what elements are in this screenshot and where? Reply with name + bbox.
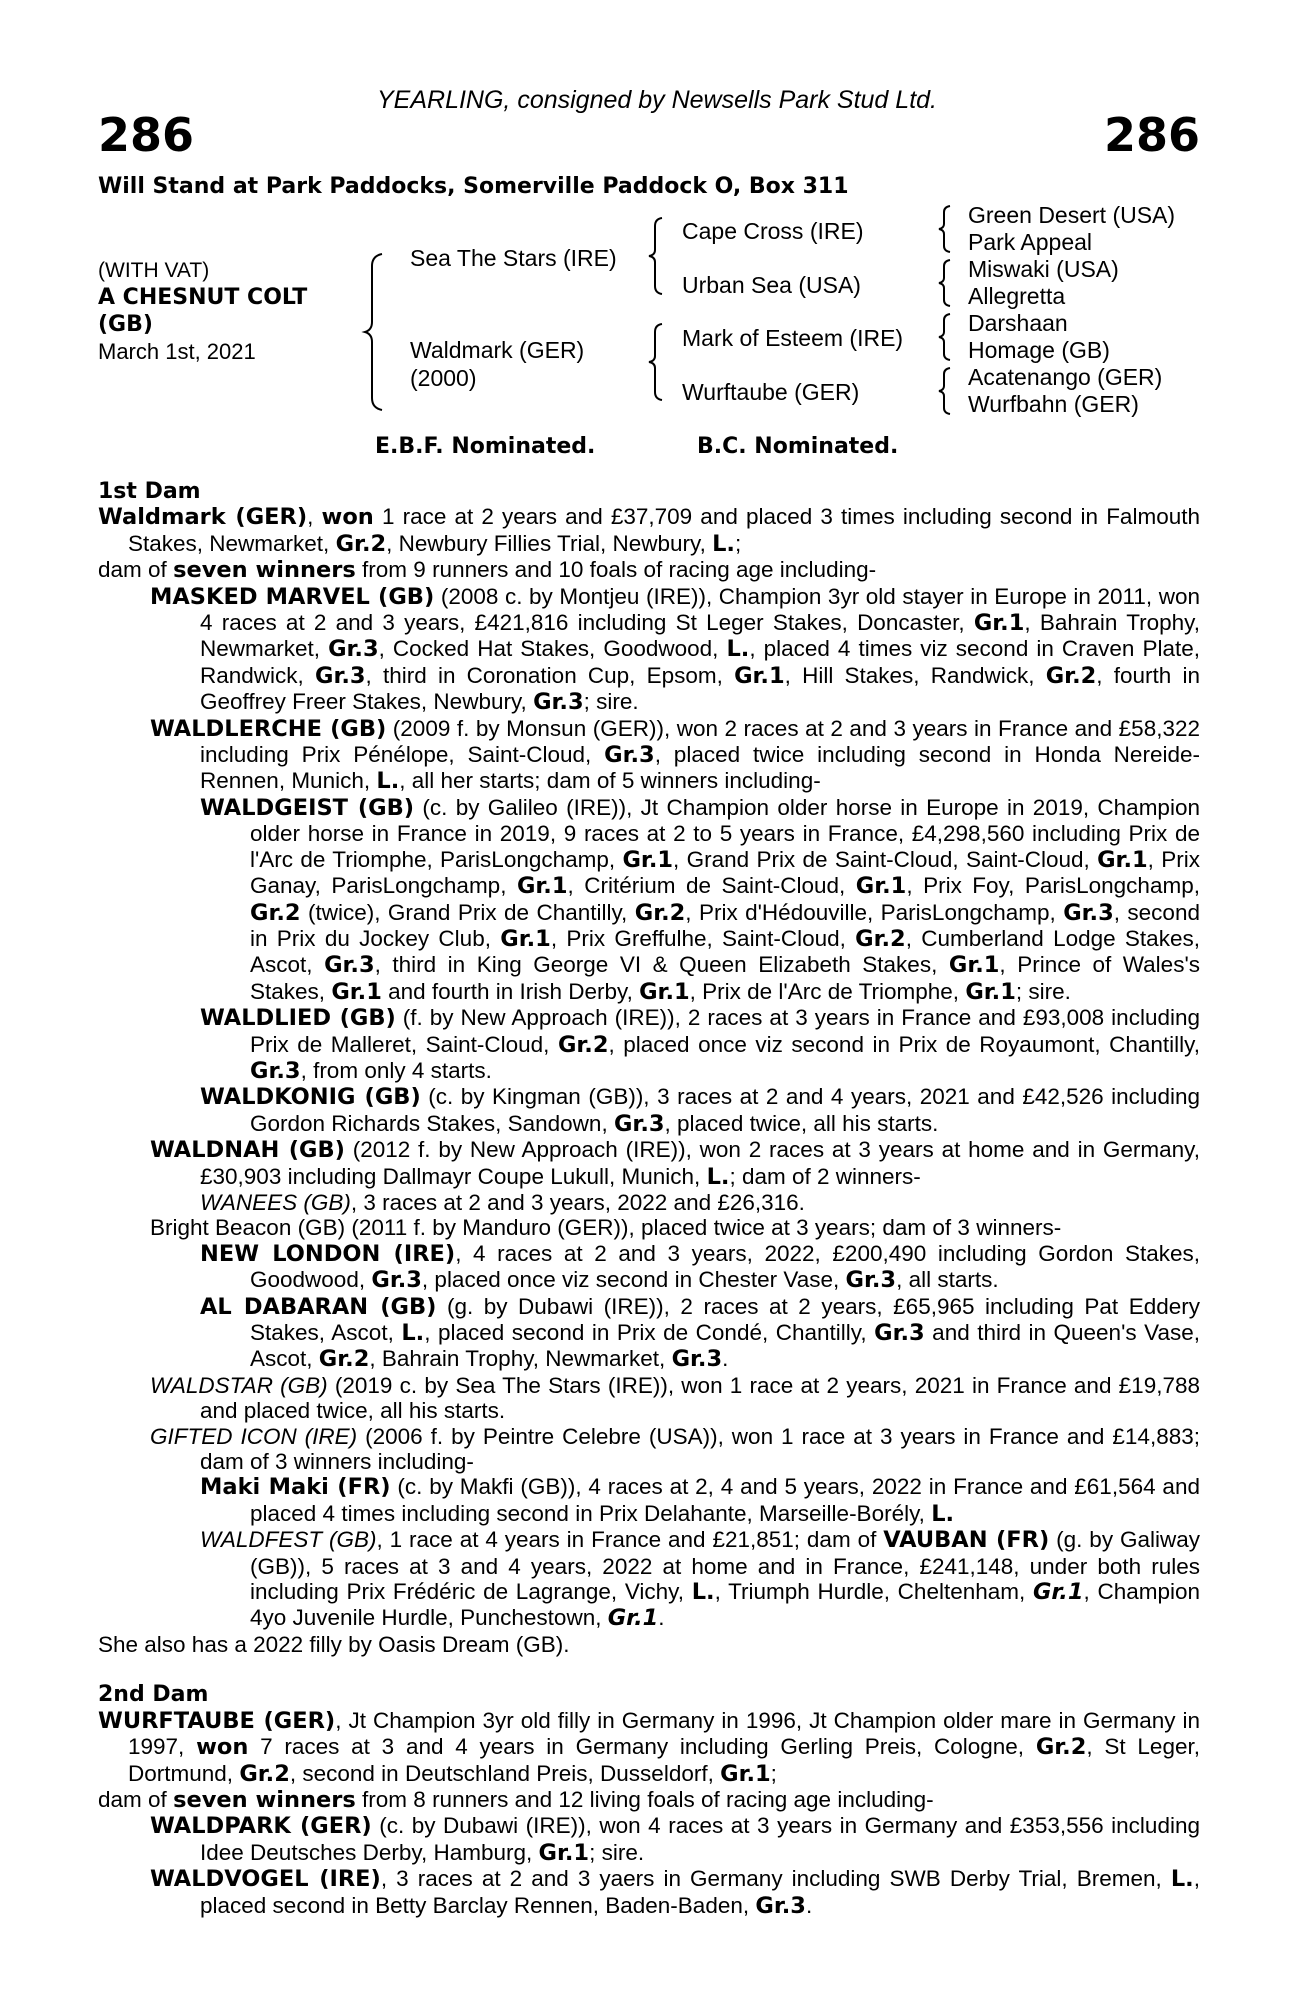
produce-masked-marvel: MASKED MARVEL (GB) (2008 c. by Montjeu (IRE)), Champion 3yr old stayer in Europe in 2011, won 4 races at 2 and 3 years, £421,816 including St Leger Stakes, Doncaster, Gr.1, Bahrain Trophy, Newmarket, Gr.3, Cocked Hat Stakes, Goodwood, L., placed 4 times viz second in Craven Plate, Randwick, Gr.3, third in Coronation Cup, Epsom, Gr.1, Hill Stakes, Randwick, Gr.2, fourth in Geoffrey Freer Stakes, Newbury, Gr.3; sire. bbox=[150, 583, 1200, 716]
bc-nomination: B.C. Nominated. bbox=[697, 434, 899, 459]
g3-name-8: Wurfbahn (GER) bbox=[968, 391, 1139, 417]
horse-title-line1: A CHESNUT COLT bbox=[98, 285, 308, 310]
g3-name-4: Allegretta bbox=[968, 283, 1066, 309]
produce-waldfest: WALDFEST (GB), 1 race at 4 years in France and £21,851; dam of VAUBAN (FR) (g. by Galiway (GB)), 5 races at 3 and 4 years, 2022 at home and in France, £241,148, under both rules including Prix Frédéric de Lagrange, Vichy, L., Triumph Hurdle, Cheltenham, Gr.1, Champion 4yo Juvenile Hurdle, Punchestown, Gr.1. bbox=[200, 1527, 1200, 1632]
vat-note: (WITH VAT) bbox=[98, 259, 210, 282]
produce-new-london: NEW LONDON (IRE), 4 races at 2 and 3 years, 2022, £200,490 including Gordon Stakes, Goodwood, Gr.3, placed once viz second in Chester Vase, Gr.3, all starts. bbox=[200, 1240, 1201, 1294]
produce-waldnah: WALDNAH (GB) (2012 f. by New Approach (IRE)), won 2 races at 3 years at home and in Germany, £30,903 including Dallmayr Coupe Lukull, Munich, L.; dam of 2 winners- bbox=[150, 1137, 1200, 1190]
stabling-line: Will Stand at Park Paddocks, Somerville Paddock O, Box 311 bbox=[98, 174, 849, 199]
horse-title-line2: (GB) bbox=[98, 312, 153, 337]
pedigree-brace-g3-2 bbox=[936, 258, 954, 308]
produce-waldkonig: WALDKONIG (GB) (c. by Kingman (GB)), 3 races at 2 and 4 years, 2021 and £42,526 including Gordon Richards Stakes, Sandown, Gr.3, placed twice, all his starts. bbox=[200, 1084, 1200, 1137]
second-dam-heading: 2nd Dam bbox=[98, 1682, 209, 1708]
horse-description bbox=[98, 257, 307, 365]
produce-waldlied: WALDLIED (GB) (f. by New Approach (IRE)), 2 races at 3 years in France and £93,008 including Prix de Malleret, Saint-Cloud, Gr.2, placed once viz second in Prix de Royaumont, Chantilly, Gr.3, from only 4 starts. bbox=[200, 1005, 1200, 1084]
dam-produce-summary: dam of seven winners from 9 runners and 10 foals of racing age including- bbox=[98, 557, 877, 584]
pedigree-brace-g3-3 bbox=[936, 312, 954, 362]
pedigree-brace-dam bbox=[646, 322, 666, 402]
foaling-date: March 1st, 2021 bbox=[98, 339, 256, 364]
pedigree-brace-g3-1 bbox=[936, 204, 954, 254]
dam-record: Waldmark (GER), won 1 race at 2 years and £37,709 and placed 3 times including second in Falmouth Stakes, Newmarket, Gr.2, Newbury Fillies Trial, Newbury, L.; bbox=[98, 504, 1200, 557]
produce-waldgeist: WALDGEIST (GB) (c. by Galileo (IRE)), Jt Champion older horse in Europe in 2019, Champion older horse in France in 2019, 9 races at 2 to 5 years in France, £4,298,560 including Prix de l'Arc de Triomphe, ParisLongchamp, Gr.1, Grand Prix de Saint-Cloud, Saint-Cloud, Gr.1, Prix Ganay, ParisLongchamp, Gr.1, Critérium de Saint-Cloud, Gr.1, Prix Foy, ParisLongchamp, Gr.2 (twice), Grand Prix de Chantilly, Gr.2, Prix d'Hédouville, ParisLongchamp, Gr.3, second in Prix du Jockey Club, Gr.1, Prix Greffulhe, Saint-Cloud, Gr.2, Cumberland Lodge Stakes, Ascot, Gr.3, third in King George VI & Queen Elizabeth Stakes, Gr.1, Prince of Wales's Stakes, Gr.1 and fourth in Irish Derby, Gr.1, Prix de l'Arc de Triomphe, Gr.1; sire. bbox=[200, 794, 1200, 1005]
produce-maki-maki: Maki Maki (FR) (c. by Makfi (GB)), 4 races at 2, 4 and 5 years, 2022 in France and £61,564 and placed 4 times including second in Prix Delahante, Marseille-Borély, L. bbox=[200, 1474, 1200, 1527]
sire-name: Sea The Stars (IRE) bbox=[410, 245, 617, 271]
produce-wanees: WANEES (GB), 3 races at 2 and 3 years, 2022 and £26,316. bbox=[200, 1189, 805, 1215]
g3-name-1: Green Desert (USA) bbox=[968, 202, 1176, 228]
consignor-line: YEARLING, consigned by Newsells Park Stud Ltd. bbox=[377, 86, 937, 114]
g3-name-6: Homage (GB) bbox=[968, 337, 1110, 363]
lot-number-left: 286 bbox=[98, 108, 195, 162]
first-dam-section bbox=[98, 479, 1200, 1919]
dam-name: Waldmark (GER) bbox=[410, 337, 585, 363]
produce-waldpark: WALDPARK (GER) (c. by Dubawi (IRE)), won 4 races at 3 years in Germany and £353,556 including Idee Deutsches Derby, Hamburg, Gr.1; sire. bbox=[150, 1813, 1200, 1866]
sire-dam-name: Urban Sea (USA) bbox=[682, 272, 861, 298]
g3-name-3: Miswaki (USA) bbox=[968, 256, 1119, 282]
second-dam-record: WURFTAUBE (GER), Jt Champion 3yr old filly in Germany in 1996, Jt Champion older mare in Germany in 1997, won 7 races at 3 and 4 years in Germany including Gerling Preis, Cologne, Gr.2, St Leger, Dortmund, Gr.2, second in Deutschland Preis, Dusseldorf, Gr.1; bbox=[98, 1707, 1200, 1787]
dam-closing-note: She also has a 2022 filly by Oasis Dream (GB). bbox=[98, 1631, 570, 1657]
dam-dam-name: Wurftaube (GER) bbox=[682, 379, 860, 405]
lot-number-right: 286 bbox=[1103, 108, 1200, 162]
pedigree-brace-main bbox=[362, 252, 386, 412]
produce-waldlerche: WALDLERCHE (GB) (2009 f. by Monsun (GER)), won 2 races at 2 and 3 years in France and £58,322 including Prix Pénélope, Saint-Cloud, Gr.3, placed twice including second in Honda Nereide-Rennen, Munich, L., all her starts; dam of 5 winners including- bbox=[150, 715, 1200, 795]
g3-name-5: Darshaan bbox=[968, 310, 1068, 336]
ebf-nomination: E.B.F. Nominated. bbox=[375, 434, 596, 459]
g3-name-2: Park Appeal bbox=[968, 229, 1093, 255]
pedigree-brace-sire bbox=[646, 216, 666, 296]
produce-waldvogel: WALDVOGEL (IRE), 3 races at 2 and 3 yaers in Germany including SWB Derby Trial, Bremen, L., placed second in Betty Barclay Rennen, Baden-Baden, Gr.3. bbox=[150, 1866, 1200, 1919]
produce-waldstar: WALDSTAR (GB) (2019 c. by Sea The Stars (IRE)), won 1 race at 2 years, 2021 in France and £19,788 and placed twice, all his starts. bbox=[150, 1372, 1201, 1424]
dam-sire-name: Mark of Esteem (IRE) bbox=[682, 325, 904, 351]
produce-al-dabaran: AL DABARAN (GB) (g. by Dubawi (IRE)), 2 races at 2 years, £65,965 including Pat Eddery Stakes, Ascot, L., placed second in Prix de Condé, Chantilly, Gr.3 and third in Queen's Vase, Ascot, Gr.2, Bahrain Trophy, Newmarket, Gr.3. bbox=[200, 1293, 1200, 1373]
dam-year: (2000) bbox=[410, 365, 477, 391]
produce-bright-beacon: Bright Beacon (GB) (2011 f. by Manduro (GER)), placed twice at 3 years; dam of 3 winners- bbox=[150, 1215, 1062, 1241]
second-dam-produce-summary: dam of seven winners from 8 runners and 12 living foals of racing age including- bbox=[98, 1786, 934, 1813]
g3-name-7: Acatenango (GER) bbox=[968, 364, 1163, 390]
pedigree-brace-g3-4 bbox=[936, 366, 954, 416]
sire-sire-name: Cape Cross (IRE) bbox=[682, 218, 864, 244]
first-dam-heading: 1st Dam bbox=[98, 479, 201, 504]
produce-gifted-icon: GIFTED ICON (IRE) (2006 f. by Peintre Celebre (USA)), won 1 race at 3 years in France and £14,883; dam of 3 winners including- bbox=[150, 1423, 1200, 1475]
